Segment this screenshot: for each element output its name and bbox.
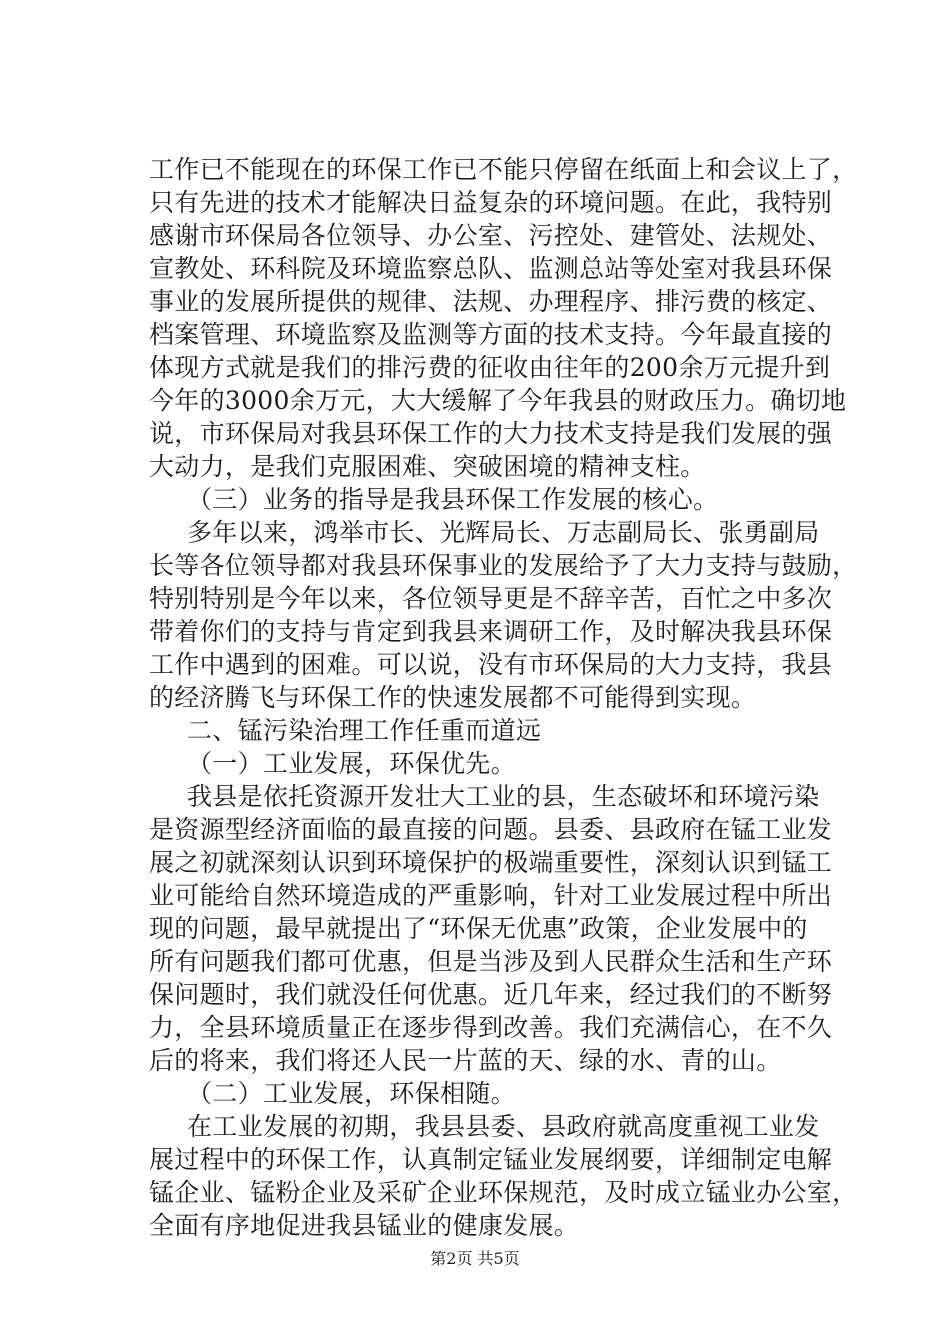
text-line: 我县是依托资源开发壮大工业的县，生态破坏和环境污染: [187, 782, 820, 811]
text-line: 多年以来，鸿举市长、光辉局长、万志副局长、张勇副局: [187, 518, 820, 547]
text-line: 锰企业、锰粉企业及采矿企业环保规范，及时成立锰业办公室，: [149, 1178, 858, 1207]
text-line: 特别特别是今年以来，各位领导更是不辞辛苦，百忙之中多次: [149, 584, 833, 613]
text-line: 展之初就深刻认识到环境保护的极端重要性，深刻认识到锰工: [149, 848, 833, 877]
text-line: 展过程中的环保工作，认真制定锰业发展纲要，详细制定电解: [149, 1145, 833, 1174]
text-line: 大动力，是我们克服困难、突破困境的精神支柱。: [149, 452, 706, 481]
subsection-heading: （一）工业发展，环保优先。: [187, 749, 516, 778]
text-line: 今年的3000余万元，大大缓解了今年我县的财政压力。确切地: [149, 386, 847, 415]
text-line: 长等各位领导都对我县环保事业的发展给予了大力支持与鼓励，: [149, 551, 858, 580]
text-line: 所有问题我们都可优惠，但是当涉及到人民群众生活和生产环: [149, 947, 833, 976]
section-heading: （三）业务的指导是我县环保工作发展的核心。: [187, 485, 719, 514]
document-body: [149, 153, 858, 1242]
text-line: 说，市环保局对我县环保工作的大力技术支持是我们发展的强: [149, 419, 833, 448]
text-line: 后的将来，我们将还人民一片蓝的天、绿的水、青的山。: [149, 1046, 782, 1075]
text-line: 力，全县环境质量正在逐步得到改善。我们充满信心，在不久: [149, 1013, 833, 1042]
text-line: 在工业发展的初期，我县县委、县政府就高度重视工业发: [187, 1112, 820, 1141]
text-line: 保问题时，我们就没任何优惠。近几年来，经过我们的不断努: [149, 980, 833, 1009]
section-heading: 二、锰污染治理工作任重而道远: [187, 716, 542, 745]
text-line: 档案管理、环境监察及监测等方面的技术支持。今年最直接的: [149, 320, 833, 349]
text-line: 是资源型经济面临的最直接的问题。县委、县政府在锰工业发: [149, 815, 833, 844]
text-line: 全面有序地促进我县锰业的健康发展。: [149, 1211, 580, 1240]
text-line: 感谢市环保局各位领导、办公室、污控处、建管处、法规处、: [149, 221, 833, 250]
text-line: 宣教处、环科院及环境监察总队、监测总站等处室对我县环保: [149, 254, 833, 283]
text-line: 工作已不能现在的环保工作已不能只停留在纸面上和会议上了，: [149, 155, 858, 184]
text-line: 工作中遇到的困难。可以说，没有市环保局的大力支持，我县: [149, 650, 833, 679]
subsection-heading: （二）工业发展，环保相随。: [187, 1079, 516, 1108]
page-number-footer: 第2页 共5页: [430, 1249, 520, 1268]
text-line: 体现方式就是我们的排污费的征收由往年的200余万元提升到: [149, 353, 831, 382]
text-line: 的经济腾飞与环保工作的快速发展都不可能得到实现。: [149, 683, 757, 712]
text-line: 现的问题，最早就提出了“环保无优惠”政策，企业发展中的: [149, 914, 808, 943]
text-line: 带着你们的支持与肯定到我县来调研工作，及时解决我县环保: [149, 617, 833, 646]
text-line: 只有先进的技术才能解决日益复杂的环境问题。在此，我特别: [149, 188, 833, 217]
text-line: 事业的发展所提供的规律、法规、办理程序、排污费的核定、: [149, 287, 833, 316]
text-line: 业可能给自然环境造成的严重影响，针对工业发展过程中所出: [149, 881, 833, 910]
